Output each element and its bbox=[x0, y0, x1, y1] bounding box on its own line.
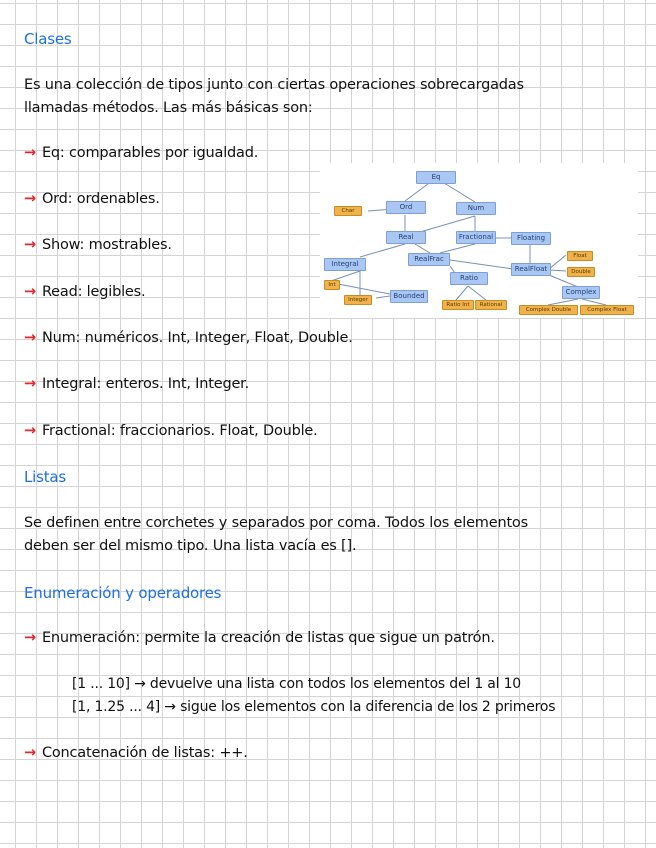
listas-line-1: Se definen entre corchetes y separados por coma. Todos los elementos bbox=[24, 515, 528, 531]
node-eq: Eq bbox=[416, 171, 456, 184]
edge-real-realfrac bbox=[415, 244, 430, 253]
edge-ratio-rational bbox=[468, 286, 486, 300]
list-item-text: Num: numéricos. Int, Integer, Float, Double. bbox=[41, 330, 353, 346]
clases-intro-line-1: Es una colección de tipos junto con ciertas operaciones sobrecargadas bbox=[24, 77, 524, 93]
list-item-eq bbox=[24, 145, 258, 161]
heading-listas: Listas bbox=[24, 468, 67, 486]
edge-num-real bbox=[420, 216, 475, 232]
node-realfloat: RealFloat bbox=[511, 263, 551, 276]
list-item-fractional bbox=[24, 423, 318, 439]
list-item-text: Integral: enteros. Int, Integer. bbox=[41, 376, 250, 392]
list-item-ord bbox=[24, 191, 160, 207]
red-arrow-icon: → bbox=[24, 423, 36, 439]
list-item-read bbox=[24, 284, 145, 300]
list-item-text: Eq: comparables por igualdad. bbox=[41, 145, 259, 161]
list-item-text: Fractional: fraccionarios. Float, Double. bbox=[41, 423, 318, 439]
edge-realfloat-double bbox=[549, 270, 566, 271]
node-int: Int bbox=[324, 280, 340, 290]
clases-intro-line-2: llamadas métodos. Las más básicas son: bbox=[24, 100, 313, 116]
edge-integer-bounded bbox=[376, 296, 390, 298]
red-arrow-icon: → bbox=[24, 284, 36, 300]
node-complex-double: Complex Double bbox=[519, 305, 578, 315]
node-realfrac: RealFrac bbox=[408, 253, 450, 266]
heading-clases: Clases bbox=[24, 30, 72, 48]
edge-real-integral bbox=[360, 244, 405, 257]
list-item-show bbox=[24, 237, 172, 253]
node-char: Char bbox=[334, 206, 362, 216]
listas-line-2: deben ser del mismo tipo. Una lista vacía es []. bbox=[24, 538, 357, 554]
list-item-text: Ord: ordenables. bbox=[41, 191, 160, 207]
node-ratio-int: Ratio Int bbox=[442, 300, 474, 310]
node-complex-float: Complex Float bbox=[580, 305, 634, 315]
red-arrow-icon: → bbox=[24, 191, 36, 207]
node-ord: Ord bbox=[386, 201, 426, 214]
node-num: Num bbox=[456, 202, 496, 215]
edge-realfloat-float bbox=[549, 255, 566, 269]
red-arrow-icon: → bbox=[24, 376, 36, 392]
list-item-num bbox=[24, 330, 353, 346]
node-float: Float bbox=[567, 251, 593, 261]
edge-ratio-ratio-int bbox=[456, 286, 468, 300]
node-rational: Rational bbox=[475, 300, 507, 310]
heading-enumeracion: Enumeración y operadores bbox=[24, 584, 222, 602]
node-bounded: Bounded bbox=[390, 290, 428, 303]
list-item-integral bbox=[24, 376, 249, 392]
node-integral: Integral bbox=[324, 258, 366, 271]
node-complex: Complex bbox=[562, 286, 600, 299]
edge-fractional-realfrac bbox=[440, 244, 475, 253]
node-fractional: Fractional bbox=[456, 231, 496, 244]
example-range-2: [1, 1.25 ... 4] → sigue los elementos con la diferencia de los 2 primeros bbox=[72, 699, 556, 715]
list-item-concatenacion bbox=[24, 745, 248, 761]
list-item-enumeracion bbox=[24, 630, 495, 646]
red-arrow-icon: → bbox=[24, 630, 36, 646]
class-hierarchy-diagram bbox=[320, 163, 638, 318]
edge-realfrac-realfloat bbox=[450, 260, 513, 269]
list-item-text: Concatenación de listas: ++. bbox=[41, 745, 248, 761]
red-arrow-icon: → bbox=[24, 145, 36, 161]
red-arrow-icon: → bbox=[24, 237, 36, 253]
example-range-1: [1 ... 10] → devuelve una lista con todos los elementos del 1 al 10 bbox=[72, 676, 522, 692]
list-item-text: Enumeración: permite la creación de listas que sigue un patrón. bbox=[41, 630, 495, 646]
red-arrow-icon: → bbox=[24, 330, 36, 346]
edge-int-bounded bbox=[338, 284, 390, 294]
node-real: Real bbox=[386, 231, 426, 244]
node-ratio: Ratio bbox=[450, 272, 488, 285]
list-item-text: Read: legibles. bbox=[41, 284, 146, 300]
list-item-text: Show: mostrables. bbox=[41, 237, 172, 253]
node-integer: Integer bbox=[344, 295, 372, 305]
node-double: Double bbox=[567, 267, 595, 277]
red-arrow-icon: → bbox=[24, 745, 36, 761]
node-floating: Floating bbox=[511, 232, 551, 245]
